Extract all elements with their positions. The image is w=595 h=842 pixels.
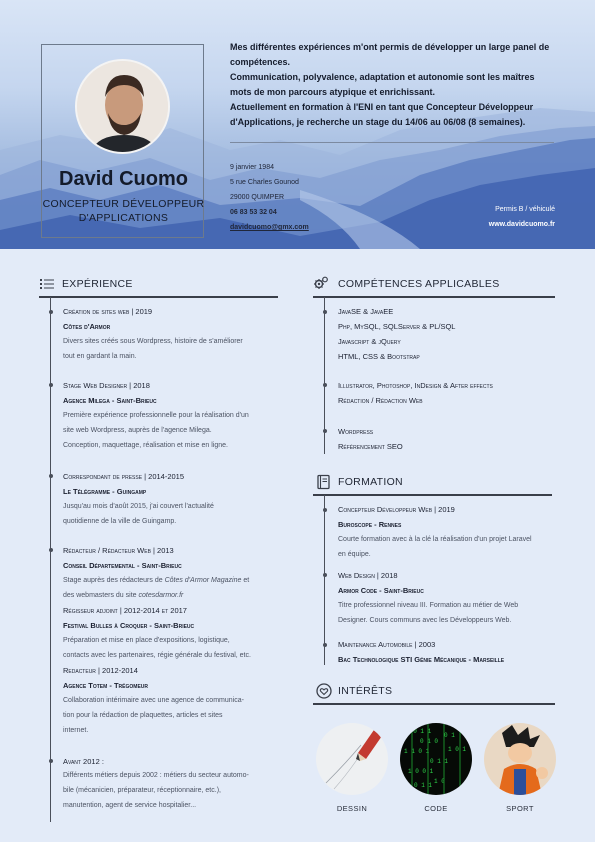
timeline-dot bbox=[49, 383, 53, 387]
experience-org: Festival Bulles à Croquer - Saint-Brieuc bbox=[63, 621, 195, 630]
experience-title: Redacteur | 2012-2014 bbox=[63, 666, 138, 675]
skill-item: Php, MySQL, SQLServer & PL/SQL bbox=[338, 322, 456, 331]
job-title bbox=[42, 197, 205, 225]
desc-line: Designer. Cours communs avec les Développeurs Web. bbox=[338, 617, 512, 624]
svg-text:1 1 0 1: 1 1 0 1 bbox=[404, 748, 430, 755]
section-divider-skills bbox=[313, 296, 555, 298]
header-banner bbox=[0, 0, 595, 249]
experience-org: Agence Totem - Trégomeur bbox=[63, 681, 148, 690]
formation-org: Armor Code - Saint-Brieuc bbox=[338, 586, 424, 595]
list-icon bbox=[39, 276, 55, 292]
svg-text:1 0: 1 0 bbox=[434, 778, 445, 785]
contact-info bbox=[230, 160, 309, 235]
intro-paragraph-3: Actuellement en formation à l'ENI en tant que Concepteur Développeur d'Applications, je recherche un stage du 14/06 au 06/08 (8 semaines). bbox=[230, 102, 534, 127]
timeline-dot bbox=[49, 759, 53, 763]
driving-licence: Permis B / véhiculé bbox=[495, 206, 555, 213]
experience-org: Le Télégramme - Guingamp bbox=[63, 487, 147, 496]
interest-label: DESSIN bbox=[336, 804, 368, 813]
header-divider bbox=[230, 142, 554, 143]
intro-text bbox=[230, 40, 550, 130]
svg-text:1 0 0 1: 1 0 0 1 bbox=[408, 768, 434, 775]
timeline-dot bbox=[49, 310, 53, 314]
experience-org: Agence Milega - Saint-Brieuc bbox=[63, 396, 157, 405]
experience-desc bbox=[63, 499, 214, 529]
desc-line: Première expérience professionnelle pour la réalisation d'un bbox=[63, 412, 249, 419]
desc-line: tout en gardant la main. bbox=[63, 353, 137, 360]
skill-item: Illustrator, Photoshop, InDesign & After effects bbox=[338, 381, 493, 390]
skill-item: HTML, CSS & Bootstrap bbox=[338, 352, 420, 361]
desc-line: en équipe. bbox=[338, 551, 371, 558]
experience-desc bbox=[63, 633, 251, 663]
desc-line: Différents métiers depuis 2002 : métiers du secteur automo- bbox=[63, 772, 249, 779]
desc-line: site web Wordpress, auprès de l'agence Milega. bbox=[63, 427, 212, 434]
interest-image-code bbox=[400, 723, 472, 795]
timeline-formation bbox=[324, 495, 325, 665]
svg-text:1 0 1 1: 1 0 1 1 bbox=[406, 728, 432, 735]
skill-item: Rédaction / Rédaction Web bbox=[338, 396, 423, 405]
experience-desc bbox=[63, 408, 249, 453]
experience-org: Conseil Départemental - Saint-Brieuc bbox=[63, 561, 182, 570]
desc-line: Conception, maquettage, réalisation et mise en ligne. bbox=[63, 442, 228, 449]
formation-title: Web Design | 2018 bbox=[338, 571, 398, 580]
desc-line: bile (mécanicien, préparateur, réceptionnaire, etc.), bbox=[63, 787, 221, 794]
interest-label: CODE bbox=[424, 804, 448, 813]
timeline-dot bbox=[323, 429, 327, 433]
desc-line: tion pour la rédaction de plaquettes, articles et sites bbox=[63, 712, 223, 719]
timeline-experience bbox=[50, 297, 51, 822]
skill-item: JavaSE & JavaEE bbox=[338, 307, 394, 316]
formation-title: Maintenance Automobile | 2003 bbox=[338, 640, 436, 649]
section-divider-formation bbox=[313, 494, 552, 496]
identity-box bbox=[41, 44, 204, 238]
svg-text:1 0 1: 1 0 1 bbox=[448, 746, 467, 753]
desc-line: Courte formation avec à la clé la réalisation d'un projet Laravel bbox=[338, 536, 532, 543]
formation-title: Concepteur Développeur Web | 2019 bbox=[338, 505, 455, 514]
formation-org: Buroscope - Rennes bbox=[338, 520, 402, 529]
desc-line: Divers sites créés sous Wordpress, histoire de s'améliorer bbox=[63, 338, 243, 345]
desc-line: quotidienne de la ville de Guingamp. bbox=[63, 518, 177, 525]
desc-line: Jusqu'au mois d'août 2015, j'ai couvert l'actualité bbox=[63, 503, 214, 510]
intro-paragraph-1: Mes différentes expériences m'ont permis de développer un large panel de compétences. bbox=[230, 42, 550, 67]
section-divider-experience bbox=[39, 296, 278, 298]
svg-text:0 1 0: 0 1 0 bbox=[420, 738, 439, 745]
timeline-dot bbox=[49, 548, 53, 552]
gears-icon bbox=[313, 275, 329, 291]
experience-desc bbox=[63, 693, 244, 738]
intro-paragraph-2: Communication, polyvalence, adaptation et autonomie sont les maîtres mots de mon parcours atypique et enrichissant. bbox=[230, 72, 535, 97]
skill-item: Wordpress bbox=[338, 427, 374, 436]
desc-line: contacts avec les partenaires, régie générale du festival, etc. bbox=[63, 652, 251, 659]
interest-image-drawing bbox=[316, 723, 388, 795]
timeline-dot bbox=[323, 573, 327, 577]
svg-text:0 1 1: 0 1 1 bbox=[414, 782, 433, 789]
formation-desc bbox=[338, 598, 518, 628]
timeline-dot bbox=[323, 508, 327, 512]
section-title-experience: EXPÉRIENCE bbox=[62, 278, 133, 290]
experience-desc bbox=[63, 334, 243, 364]
desc-line: Stage auprès des rédacteurs de Côtes d'Armor Magazine et bbox=[63, 577, 250, 584]
formation-org: Bac Technologique STI Génie Mécanique - Marseille bbox=[338, 655, 505, 664]
desc-line: internet. bbox=[63, 727, 89, 734]
experience-org: Côtes d'Armor bbox=[63, 322, 111, 331]
timeline-dot bbox=[323, 310, 327, 314]
heart-icon bbox=[316, 683, 332, 699]
svg-text:0 1 1: 0 1 1 bbox=[430, 758, 449, 765]
experience-title: Régisseur adjoint | 2012-2014 et 2017 bbox=[63, 606, 187, 615]
job-title-line1: CONCEPTEUR DÉVELOPPEUR bbox=[42, 198, 205, 210]
phone-number: 06 83 53 32 04 bbox=[230, 209, 277, 216]
experience-title: Stage Web Designer | 2018 bbox=[63, 381, 150, 390]
experience-title: Correspondant de presse | 2014-2015 bbox=[63, 472, 185, 481]
desc-line: Collaboration intérimaire avec une agence de communica- bbox=[63, 697, 244, 704]
interest-label: SPORT bbox=[506, 804, 534, 813]
section-title-formation: FORMATION bbox=[338, 476, 403, 488]
desc-line: Titre professionnel niveau III. Formation au métier de Web bbox=[338, 602, 519, 609]
section-title-interests: INTÉRÊTS bbox=[338, 685, 393, 697]
website-link[interactable]: www.davidcuomo.fr bbox=[488, 221, 555, 228]
skill-item: Référencement SEO bbox=[338, 442, 403, 451]
experience-desc bbox=[63, 768, 249, 813]
city: 29000 QUIMPER bbox=[230, 194, 285, 201]
timeline-dot bbox=[323, 383, 327, 387]
timeline-dot bbox=[323, 643, 327, 647]
desc-line: des webmasters du site cotesdarmor.fr bbox=[63, 592, 184, 599]
formation-desc bbox=[338, 532, 532, 562]
experience-title: Création de sites web | 2019 bbox=[63, 307, 153, 316]
interest-image-sport bbox=[484, 723, 556, 795]
desc-line: Préparation et mise en place d'expositions, logistique, bbox=[63, 637, 230, 644]
job-title-line2: D'APPLICATIONS bbox=[78, 212, 169, 224]
section-title-skills: COMPÉTENCES APPLICABLES bbox=[338, 278, 500, 290]
experience-title: Rédacteur / Rédacteur Web | 2013 bbox=[63, 546, 174, 555]
birthdate: 9 janvier 1984 bbox=[230, 164, 274, 171]
section-divider-interests bbox=[313, 703, 555, 705]
book-icon bbox=[316, 474, 332, 490]
experience-title: Avant 2012 : bbox=[63, 757, 104, 766]
experience-desc bbox=[63, 573, 249, 603]
email-link[interactable]: davidcuomo@gmx.com bbox=[230, 224, 309, 231]
skill-item: Javascript & jQuery bbox=[338, 337, 401, 346]
street-address: 5 rue Charles Gounod bbox=[230, 179, 299, 186]
full-name: David Cuomo bbox=[59, 168, 188, 190]
timeline-dot bbox=[49, 474, 53, 478]
desc-line: manutention, agent de service hospitalier... bbox=[63, 802, 197, 809]
avatar bbox=[75, 59, 170, 154]
svg-text:0 1: 0 1 bbox=[444, 732, 455, 739]
